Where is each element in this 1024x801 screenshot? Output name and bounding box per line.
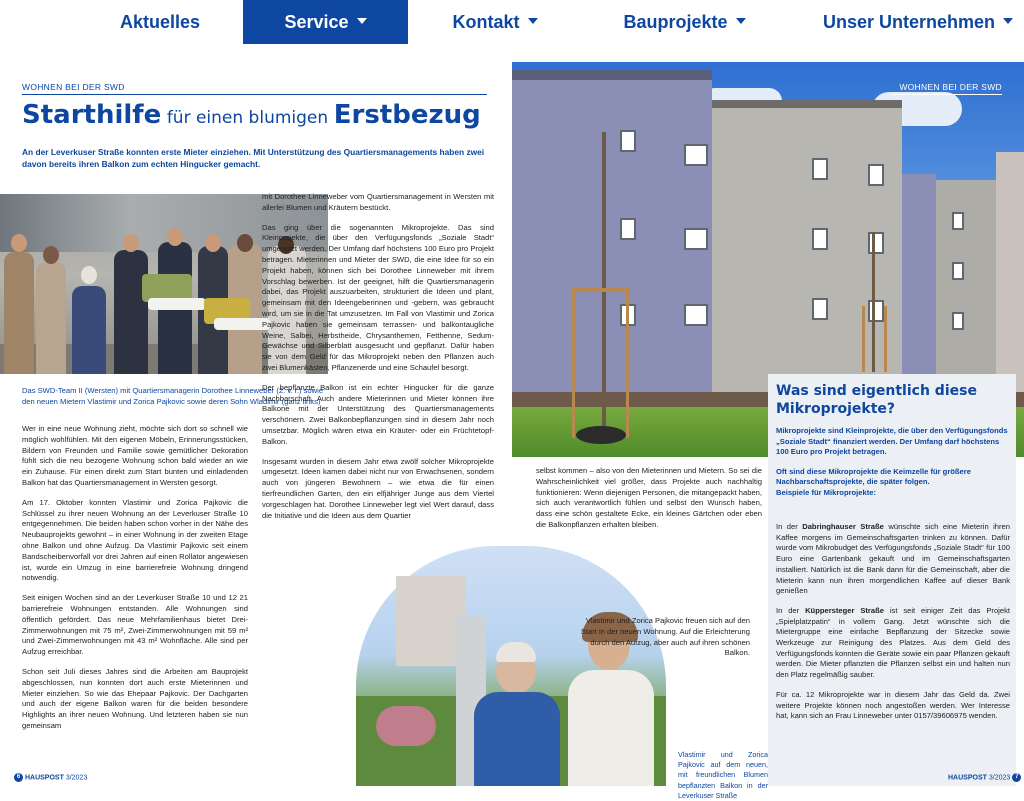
paragraph: selbst kommen – also von den Mieterinnen und Mietern. So sei die Wahrscheinlichkeit viel größer, dass Projekte auch nachhaltig funktionieren: Wenn diejenigen Personen, die mitangepackt haben, sich auch verantwortlich fühlen und selbst den Wunsch haben, dass eine schön gestaltete Ecke, ein kleines Gärtchen oder eben die Balkonpflanzen erhalten bleiben.: [536, 466, 762, 529]
window: [620, 218, 636, 240]
couple-photo: [356, 546, 666, 786]
street-name: Dabringhauser Straße: [802, 522, 884, 531]
chevron-down-icon: [528, 18, 538, 24]
person-head: [123, 234, 139, 252]
window: [812, 228, 828, 250]
nav-label: Service: [284, 12, 349, 32]
person: [36, 262, 66, 374]
street-name: Küppersteger Straße: [805, 605, 884, 615]
page-number: 7: [1012, 773, 1021, 782]
text-run: wünschte sich eine Mieterin ihren Kaffee morgens im Gemeinschaftsgarten trinken zu können. Dafür wurde vom Mikrobudget des Verfügungsfonds „Soziale Stadt“ für 100 Euro eine Gartenbank gekauft und im Gemeinschaftsgarten installiert. Natürlich ist die Bank dann für die Gemeinschaft, aber die Mieterin kann nun ihren morgendlichen Kaffee auf dieser Bank genießen: [776, 522, 1010, 596]
person-head: [43, 246, 59, 264]
chevron-down-icon: [1003, 18, 1013, 24]
nav-label: Kontakt: [452, 12, 520, 32]
paragraph: Schon seit Juli dieses Jahres sind die Arbeiten am Bauprojekt abgeschlossen, nun konnten dort auch erste Mieterinnen und Mieter einziehen. So wie das Ehepaar Pajkovic. Der Dachgarten und auch der eigene Balkon waren für die beiden besondere Highlights an ihrer neuen Wohnung. Und letzteren haben sie nun gemeinsam: [22, 666, 248, 730]
window: [812, 158, 828, 180]
paragraph: Der bepflanzte Balkon ist ein echter Hingucker für die ganze Nachbarschaft. Auch andere Mieterinnen und Mieter können ihre Balkone mit der Unterstützung des Quartiersmanagements verschönern. Zwei Balkonbepflanzungen sind in diesem Jahr noch umsetzbar. Möglich wären etwa ein Kräuter- oder ein Früchtetopf-Balkon.: [262, 382, 494, 446]
section-kicker: WOHNEN BEI DER SWD: [892, 82, 1002, 95]
article-lead: An der Leverkuser Straße konnten erste Mieter einziehen. Mit Unterstützung des Quartiersmanagements haben zwei davon bereits ihren Balkon zum echten Hingucker gemacht.: [22, 147, 485, 169]
text-run: ist seit einiger Zeit das Projekt „Spielplatzpatin“ in vollem Gang. Jetzt wünschte sich die Mietergruppe eine einfache Bepflanzung der Sitzecke sowie Werkzeuge zur Reinigung des Platzes. Aus dem Geld des Verfügungsfonds konnten die Geräte sowie ein paar Pflanzen gekauft werden. Die Mieter pflanzten die Pflanzen selbst ein und halten nun den Platz regelmäßig sauber.: [776, 605, 1010, 680]
paragraph: Seit einigen Wochen sind an der Leverkuser Straße 10 und 12 21 barrierefreie Wohnungen entstanden. Alle Wohnungen sind öffentlich gefördert. Das neue Mehrfamilienhaus bietet Drei-Zimmerwohnungen mit 75 m², Zwei-Zimmerwohnungen mit 59 m² und Zwei-Zimmerwohnungen mit 43 m² Wohnfläche. Alle sind per Aufzug erreichbar.: [22, 593, 248, 657]
footer-issue: 3/2023: [988, 774, 1011, 782]
chevron-down-icon: [357, 18, 367, 24]
paragraph: Für ca. 12 Mikroprojekte war in diesem Jahr das Geld da. Zwei weitere Projekte können noch angestoßen werden. Wer Interesse hat, kann sich an Frau Linneweber unter 0157/39606975 wenden.: [776, 689, 1010, 721]
article-column-3: [536, 466, 762, 540]
tree-pit: [576, 426, 626, 444]
article-column-1: [22, 424, 248, 741]
tree-trunk: [872, 232, 875, 372]
person: [114, 250, 148, 374]
window: [620, 130, 636, 152]
nav-service[interactable]: [243, 0, 408, 44]
footer-brand: HAUSPOST: [24, 774, 64, 782]
paragraph: [776, 522, 1010, 597]
window: [812, 298, 828, 320]
person-head: [167, 228, 183, 246]
magazine-spread: [0, 62, 1024, 800]
window: [684, 228, 708, 250]
nav-label: Bauprojekte: [623, 12, 728, 32]
headline-part: Starthilfe: [22, 100, 162, 130]
info-box-lead: [776, 426, 1010, 499]
paragraph: mit Dorothee Linneweber vom Quartiersmanagement in Wersten mit allerlei Blumen und Kräutern bestückt.: [262, 192, 494, 212]
info-box-title: Was sind eigentlich diese Mikroprojekte?: [776, 383, 977, 417]
info-lead-paragraph: Oft sind diese Mikroprojekte die Keimzelle für größere Nachbarschaftsprojekte, die später folgen.: [776, 466, 971, 487]
paragraph: Insgesamt wurden in diesem Jahr etwa zwölf solcher Mikroprojekte umgesetzt. Ideen kamen dabei nicht nur von Erwachsenen, sondern auch von jüngeren Bewohnern – wie etwa die für einen tierfreundlichen Garten, den ein elfjähriger Junge aus dem Viertel vorgeschlagen hat. Dorothee Linneweber legt viel Wert darauf, dass die Initiative und die Ideen aus dem Quartier: [262, 456, 494, 520]
tree-stake: [626, 288, 629, 438]
window: [952, 262, 964, 280]
window: [952, 312, 964, 330]
building-roof: [512, 70, 712, 80]
paragraph: [776, 606, 1010, 681]
man-jacket: [474, 692, 560, 786]
building: [902, 174, 936, 400]
page-footer: [14, 773, 87, 782]
window: [868, 300, 884, 322]
nav-unser-unternehmen[interactable]: [820, 0, 1016, 44]
woman-coat: [568, 670, 654, 786]
person-head: [81, 266, 97, 284]
nav-kontakt[interactable]: [440, 0, 550, 44]
window: [684, 144, 708, 166]
nav-bauprojekte[interactable]: [612, 0, 757, 44]
footer-issue: 3/2023: [65, 774, 88, 782]
flower-box: [148, 298, 206, 310]
window: [952, 212, 964, 230]
section-kicker: WOHNEN BEI DER SWD: [22, 82, 487, 95]
paragraph: Wer in eine neue Wohnung zieht, möchte sich dort so schnell wie möglich wohlfühlen. Mit den eigenen Möbeln, Erinnerungsstücken, Bildern von Freunden und Familie sowie gemütlicher Dekoration fühlt sich die neu bezogene Wohnung schon bald wieder an wie ein Zuhause. Für einen direkt zum Start bunten und einladenden Balkon hat das Quartiersmanagement in Wersten gesorgt.: [22, 424, 248, 487]
top-navigation: [0, 0, 1024, 46]
page-number: 6: [14, 773, 23, 782]
nav-label: Aktuelles: [119, 12, 201, 32]
window: [868, 164, 884, 186]
person-head: [11, 234, 27, 252]
headline-part: Erstbezug: [333, 100, 481, 130]
page-footer: [948, 773, 1021, 782]
man-hair: [496, 642, 536, 662]
building: [936, 180, 996, 400]
balcony-flowers: [376, 706, 436, 746]
text-run: In der: [776, 605, 806, 615]
info-lead-paragraph: Beispiele für Mikroprojekte:: [776, 487, 877, 497]
article-headline: [22, 100, 481, 130]
window: [684, 304, 708, 326]
footer-brand: HAUSPOST: [948, 774, 987, 782]
building: [512, 70, 712, 400]
person-head: [237, 234, 253, 252]
tree-stake: [862, 306, 865, 372]
info-lead-paragraph: Mikroprojekte sind Kleinprojekte, die über den Verfügungsfonds „Soziale Stadt“ finanziert werden. Der Umfang darf höchstens 100 Euro pro Projekt betragen.: [776, 426, 1008, 457]
info-box-text: [776, 522, 1010, 731]
photo-caption: Vlastimir und Zorica Pajkovic auf dem neuen, mit freundlichen Blumen bepflanzten Balkon in der Leverkuser Straße: [678, 750, 768, 800]
paragraph: Das ging über die sogenannten Mikroprojekte. Das sind Kleinprojekte, die über den Verfügungsfonds „Soziale Stadt“ umgesetzt werden. Der Umfang darf höchstens 100 Euro pro Projekt betragen. Mieterinnen und Mieter der SWD, die eine Idee für so ein Projekt haben, können sich bei Dorothee Linneweber mit ihrem Vorschlag bewerben. Ist der geeignet, hilft die Quartiersmanagerin dabei, das Projekt auszuarbeiten, strukturiert die Ideen und plant, gemeinsam mit den Ideengeberinnen und -gebern, was gebraucht wird, um sie in die Tat umzusetzen. Im Fall von Vlastimir und Zorica Pajkovic haben sie gemeinsam terrassen- und balkontaugliche Weine, Salbei, Herbstheide, Chrysanthemen, Fetthenne, Sedum-Gewächse und Silberblatt ausgesucht und gepflanzt. Dafür haben sie von dem Geld für das Mikroprojekt neben den Pflanzen auch zwei Blumenkästen, Pflanzenerde und eine Schaufel besorgt.: [262, 222, 494, 372]
info-box: [768, 374, 1016, 786]
nav-aktuelles[interactable]: [100, 0, 220, 44]
tree-stake: [572, 288, 630, 292]
window: [868, 232, 884, 254]
photo-caption: Das SWD-Team II (Wersten) mit Quartiersmanagerin Dorothee Linneweber (2. v. r.) sowie den neuen Mietern Vlastimir und Zorica Pajkovic sowie deren Sohn Wladimir (ganz links): [22, 386, 324, 406]
tree-stake: [884, 306, 887, 372]
article-column-2: [262, 192, 494, 530]
nav-label: Unser Unternehmen: [822, 12, 996, 32]
person: [72, 286, 106, 374]
chevron-down-icon: [736, 18, 746, 24]
building: [996, 152, 1024, 400]
tree-stake: [572, 288, 575, 438]
person: [4, 252, 34, 374]
person-head: [205, 234, 221, 252]
text-run: In der: [776, 522, 803, 531]
paragraph: Am 17. Oktober konnten Vlastimir und Zorica Pajkovic die Schlüssel zu ihrer neuen Wohnung an der Leverkuser Straße 10 entgegennehmen. Die beiden haben schon vorher in der Nähe des Neubauprojekts gewohnt – in einer Wohnung in der zweiten Etage ohne Balkon und ohne Aufzug. Da Vlastimir Pajkovic seit einem Bandscheibenvorfall vor drei Jahren auf einen Rollator angewiesen ist, wurde ein Umzug in eine barrierefreie Wohnung dringend notwendig.: [22, 497, 248, 583]
headline-part: für einen blumigen: [166, 108, 329, 128]
article-closing: Vlastimir und Zorica Pajkovic freuen sich auf den Start in der neuen Wohnung. Auf die Erleichterung durch den Aufzug, aber auch auf ihren schönen Balkon.: [580, 616, 750, 658]
building-roof: [712, 100, 902, 108]
tree-trunk: [602, 132, 606, 432]
